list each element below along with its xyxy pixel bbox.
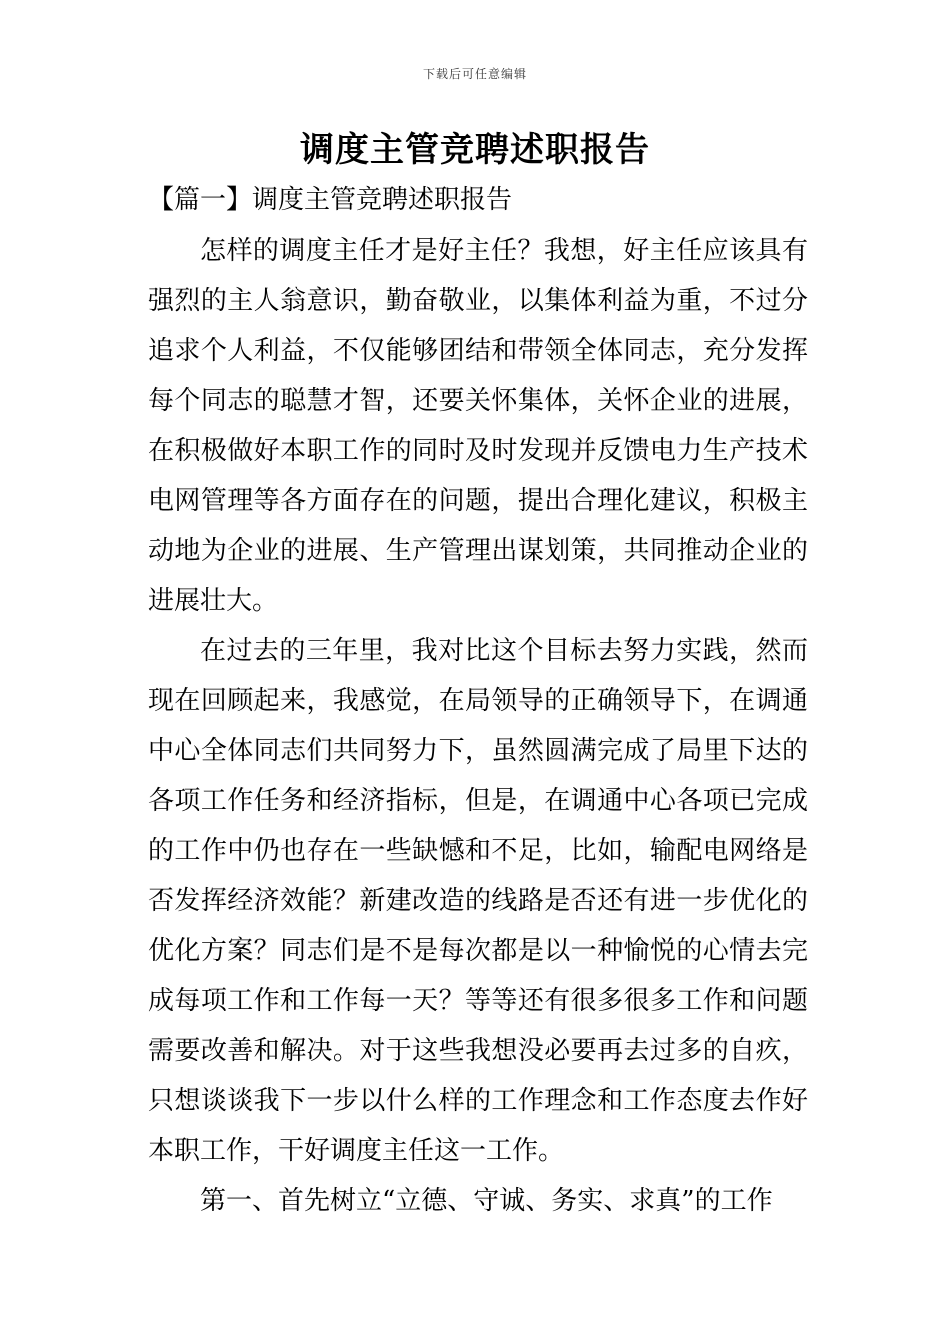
paragraph: 怎样的调度主任才是好主任？我想，好主任应该具有强烈的主人翁意识，勤奋敬业，以集体利益为重，不过分追求个人利益，不仅能够团结和带领全体同志，充分发挥每个同志的聪慧才智，还要关怀集体，关怀企业的进展，在积极做好本职工作的同时及时发现并反馈电力生产技术电网管理等各方面存在的问题，提出合理化建议，积极主动地为企业的进展、生产管理出谋划策，共同推动企业的进展壮大。	[148, 236, 808, 616]
document-title: 调度主管竞聘述职报告	[300, 130, 650, 170]
header-note: 下载后可任意编辑	[422, 67, 527, 81]
body-text	[148, 226, 808, 1226]
paragraph: 第一、首先树立“立德、守诚、务实、求真”的工作	[200, 1186, 773, 1216]
paragraph: 在过去的三年里，我对比这个目标去努力实践，然而现在回顾起来，我感觉，在局领导的正确领导下，在调通中心全体同志们共同努力下，虽然圆满完成了局里下达的各项工作任务和经济指标，但是，在调通中心各项已完成的工作中仍也存在一些缺憾和不足，比如，输配电网络是否发挥经济效能？新建改造的线路是否还有进一步优化的优化方案？同志们是不是每次都是以一种愉悦的心情去完成每项工作和工作每一天？等等还有很多很多工作和问题需要改善和解决。对于这些我想没必要再去过多的自疚，只想谈谈我下一步以什么样的工作理念和工作态度去作好本职工作，干好调度主任这一工作。	[148, 636, 808, 1166]
section-heading: 【篇一】调度主管竞聘述职报告	[148, 185, 513, 215]
